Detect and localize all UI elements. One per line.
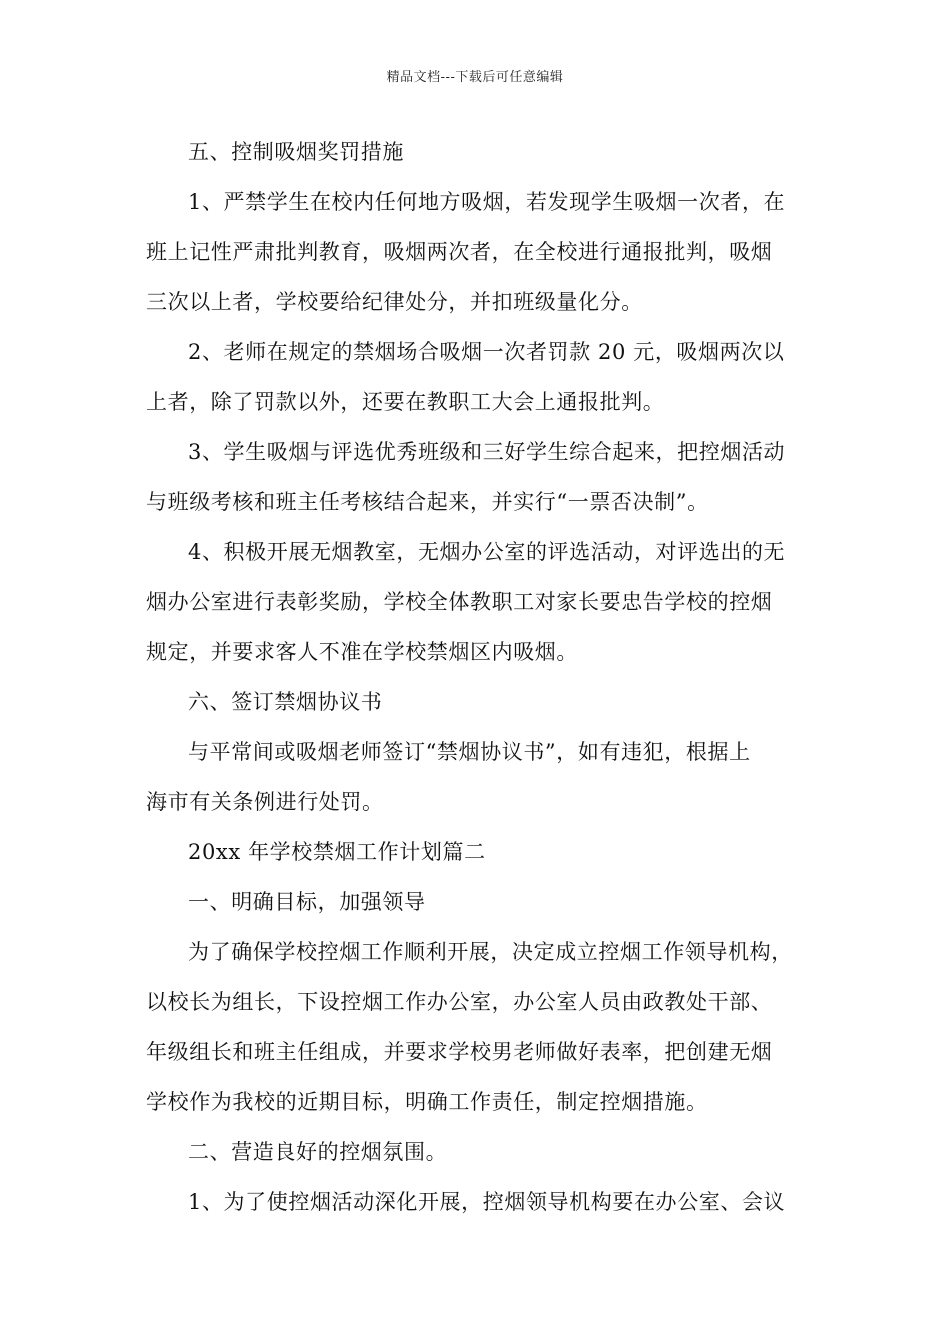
paragraph-line: 1、为了使控烟活动深化开展，控烟领导机构要在办公室、会议 [188, 1190, 786, 1214]
paragraph-line: 规定，并要求客人不准在学校禁烟区内吸烟。 [146, 640, 578, 664]
paragraph-line: 为了确保学校控烟工作顺利开展，决定成立控烟工作领导机构， [188, 940, 793, 964]
document-title: 20xx 年学校禁烟工作计划篇二 [188, 840, 486, 864]
paragraph-line: 4、积极开展无烟教室，无烟办公室的评选活动，对评选出的无 [188, 540, 786, 564]
paragraph-line: 班上记性严肃批判教育，吸烟两次者，在全校进行通报批判，吸烟 [146, 240, 773, 264]
paragraph-line: 以校长为组长，下设控烟工作办公室，办公室人员由政教处干部、 [146, 990, 773, 1014]
paragraph-line: 与班级考核和班主任考核结合起来，并实行“一票否决制”。 [146, 490, 709, 514]
paragraph-line: 上者，除了罚款以外，还要在教职工大会上通报批判。 [146, 390, 665, 414]
paragraph-line: 与平常间或吸烟老师签订“禁烟协议书”，如有违犯，根据上 [188, 740, 751, 764]
section-heading: 一、明确目标，加强领导 [188, 890, 426, 914]
section-heading: 六、签订禁烟协议书 [188, 690, 383, 714]
paragraph-line: 烟办公室进行表彰奖励，学校全体教职工对家长要忠告学校的控烟 [146, 590, 773, 614]
page-header: 精品文档---下载后可任意编辑 [386, 70, 564, 85]
section-heading: 五、控制吸烟奖罚措施 [188, 140, 404, 164]
paragraph-line: 2、老师在规定的禁烟场合吸烟一次者罚款 20 元，吸烟两次以 [188, 340, 785, 364]
paragraph-line: 学校作为我校的近期目标，明确工作责任，制定控烟措施。 [146, 1090, 708, 1114]
paragraph-line: 1、严禁学生在校内任何地方吸烟，若发现学生吸烟一次者，在 [188, 190, 786, 214]
paragraph-line: 年级组长和班主任组成，并要求学校男老师做好表率，把创建无烟 [146, 1040, 773, 1064]
section-heading: 二、营造良好的控烟氛围。 [188, 1140, 448, 1164]
paragraph-line: 海市有关条例进行处罚。 [146, 790, 384, 814]
paragraph-line: 3、学生吸烟与评选优秀班级和三好学生综合起来，把控烟活动 [188, 440, 786, 464]
paragraph-line: 三次以上者，学校要给纪律处分，并扣班级量化分。 [146, 290, 643, 314]
